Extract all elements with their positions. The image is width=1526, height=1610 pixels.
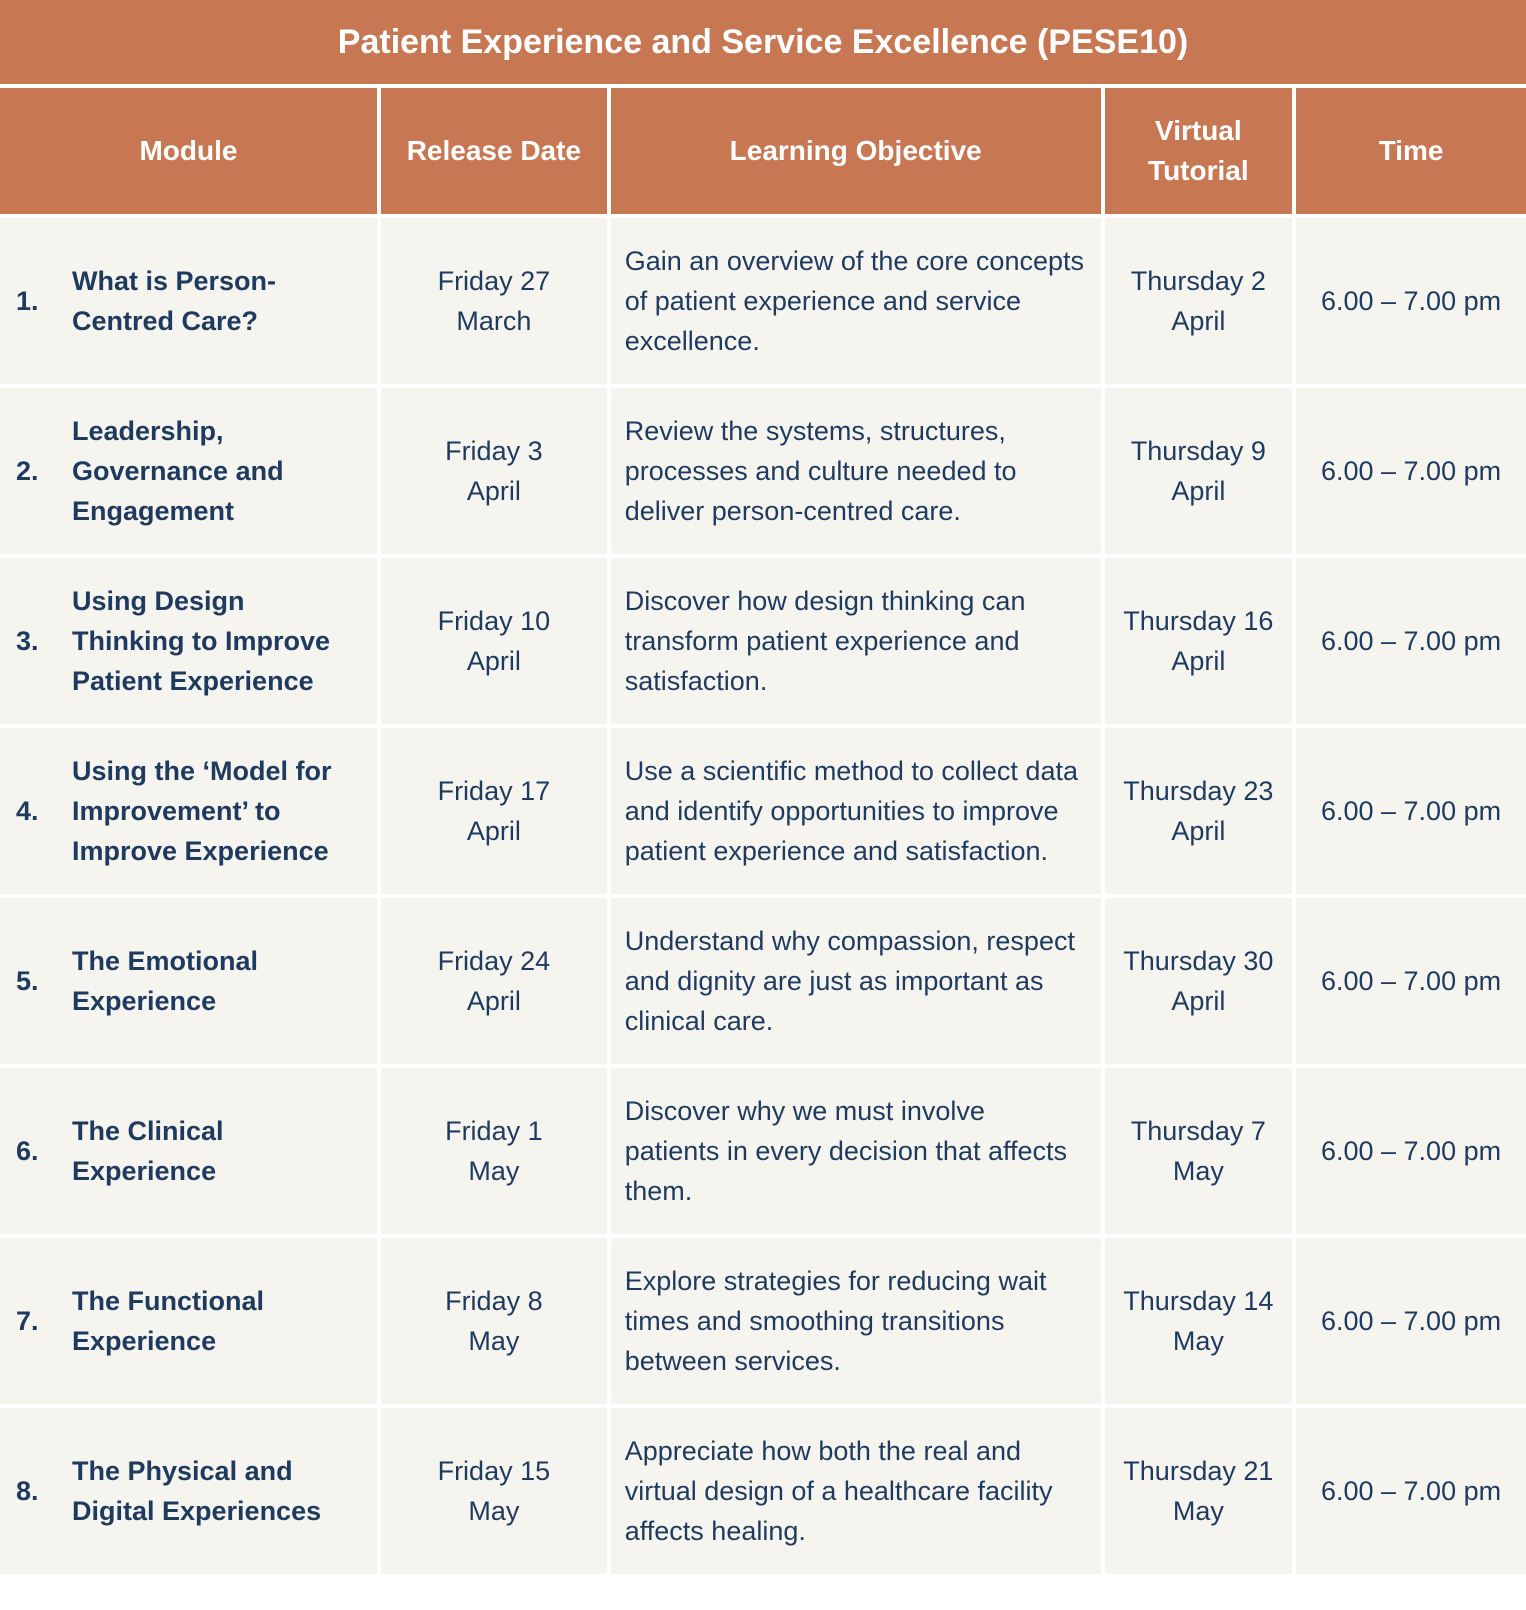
table-row	[0, 1238, 1526, 1404]
tutorial-day: Thursday 2	[1130, 266, 1266, 296]
release-date-day: Friday 8	[445, 1286, 543, 1316]
table-row	[0, 558, 1526, 724]
module-name: What is Person-Centred Care?	[72, 266, 277, 336]
module-name: The Physical and Digital Experiences	[72, 1456, 322, 1526]
tutorial-month: May	[1172, 1156, 1224, 1186]
tutorial-day: Thursday 30	[1123, 946, 1274, 976]
release-date-cell	[381, 1238, 607, 1404]
release-date-month: March	[456, 306, 532, 336]
release-date-day: Friday 3	[445, 436, 543, 466]
table-row	[0, 898, 1526, 1064]
module-name: Using the ‘Model for Improvement’ to Improve Experience	[72, 756, 332, 866]
tutorial-month: May	[1172, 1326, 1224, 1356]
time-cell: 6.00 – 7.00 pm	[1296, 218, 1526, 384]
module-name: Leadership, Governance and Engagement	[72, 416, 284, 526]
virtual-tutorial-cell	[1105, 1068, 1292, 1234]
tutorial-month: April	[1171, 986, 1226, 1016]
module-number: 1.	[16, 286, 39, 316]
module-cell	[0, 728, 377, 894]
time-cell: 6.00 – 7.00 pm	[1296, 558, 1526, 724]
release-date-month: April	[466, 986, 521, 1016]
module-number: 7.	[16, 1306, 39, 1336]
module-cell	[0, 1068, 377, 1234]
release-date-cell	[381, 558, 607, 724]
table-row	[0, 1408, 1526, 1574]
release-date-cell	[381, 1408, 607, 1574]
header-learning-objective: Learning Objective	[611, 88, 1101, 214]
release-date-month: May	[468, 1326, 520, 1356]
table-row	[0, 218, 1526, 384]
module-number: 8.	[16, 1476, 39, 1506]
module-number: 4.	[16, 796, 39, 826]
release-date-cell	[381, 1068, 607, 1234]
learning-objective-cell: Appreciate how both the real and virtual design of a healthcare facility affects healing.	[611, 1408, 1101, 1574]
module-number: 5.	[16, 966, 39, 996]
header-row	[0, 88, 1526, 214]
header-virtual-tutorial-line1: Virtual	[1155, 115, 1242, 146]
module-cell	[0, 388, 377, 554]
tutorial-month: April	[1171, 646, 1226, 676]
tutorial-day: Thursday 21	[1123, 1456, 1274, 1486]
learning-objective-cell: Discover how design thinking can transform patient experience and satisfaction.	[611, 558, 1101, 724]
learning-objective-cell: Explore strategies for reducing wait times and smoothing transitions between services.	[611, 1238, 1101, 1404]
header-module: Module	[0, 88, 377, 214]
release-date-cell	[381, 898, 607, 1064]
release-date-cell	[381, 728, 607, 894]
virtual-tutorial-cell	[1105, 558, 1292, 724]
release-date-cell	[381, 388, 607, 554]
tutorial-month: April	[1171, 816, 1226, 846]
learning-objective-cell: Use a scientific method to collect data and identify opportunities to improve patient experience and satisfaction.	[611, 728, 1101, 894]
release-date-day: Friday 10	[437, 606, 551, 636]
header-release-date: Release Date	[381, 88, 607, 214]
module-name: The Functional Experience	[72, 1286, 264, 1356]
time-cell: 6.00 – 7.00 pm	[1296, 1408, 1526, 1574]
module-cell	[0, 558, 377, 724]
module-name: Using Design Thinking to Improve Patient Experience	[72, 586, 331, 696]
module-name: The Clinical Experience	[72, 1116, 224, 1186]
time-cell: 6.00 – 7.00 pm	[1296, 728, 1526, 894]
release-date-month: April	[466, 646, 521, 676]
module-number: 6.	[16, 1136, 39, 1166]
virtual-tutorial-cell	[1105, 218, 1292, 384]
header-virtual-tutorial-line2: Tutorial	[1148, 155, 1249, 186]
module-cell	[0, 1238, 377, 1404]
tutorial-day: Thursday 16	[1123, 606, 1274, 636]
module-cell	[0, 1408, 377, 1574]
tutorial-day: Thursday 9	[1130, 436, 1266, 466]
release-date-cell	[381, 218, 607, 384]
time-cell: 6.00 – 7.00 pm	[1296, 1068, 1526, 1234]
release-date-month: April	[466, 476, 521, 506]
module-number: 2.	[16, 456, 39, 486]
release-date-day: Friday 24	[437, 946, 551, 976]
header-time: Time	[1296, 88, 1526, 214]
virtual-tutorial-cell	[1105, 1408, 1292, 1574]
tutorial-day: Thursday 7	[1130, 1116, 1266, 1146]
module-name: The Emotional Experience	[72, 946, 259, 1016]
time-cell: 6.00 – 7.00 pm	[1296, 898, 1526, 1064]
release-date-month: May	[468, 1496, 520, 1526]
release-date-month: May	[468, 1156, 520, 1186]
learning-objective-cell: Gain an overview of the core concepts of patient experience and service excellence.	[611, 218, 1101, 384]
release-date-day: Friday 15	[437, 1456, 551, 1486]
table-row	[0, 1068, 1526, 1234]
virtual-tutorial-cell	[1105, 1238, 1292, 1404]
table-title: Patient Experience and Service Excellence (PESE10)	[0, 0, 1526, 84]
tutorial-month: April	[1171, 476, 1226, 506]
virtual-tutorial-cell	[1105, 898, 1292, 1064]
release-date-day: Friday 17	[437, 776, 551, 806]
table-row	[0, 728, 1526, 894]
virtual-tutorial-cell	[1105, 388, 1292, 554]
time-cell: 6.00 – 7.00 pm	[1296, 388, 1526, 554]
learning-objective-cell: Understand why compassion, respect and dignity are just as important as clinical care.	[611, 898, 1101, 1064]
time-cell: 6.00 – 7.00 pm	[1296, 1238, 1526, 1404]
title-row	[0, 0, 1526, 84]
tutorial-day: Thursday 23	[1123, 776, 1274, 806]
learning-objective-cell: Discover why we must involve patients in every decision that affects them.	[611, 1068, 1101, 1234]
release-date-day: Friday 1	[445, 1116, 543, 1146]
release-date-day: Friday 27	[437, 266, 551, 296]
tutorial-month: May	[1172, 1496, 1224, 1526]
virtual-tutorial-cell	[1105, 728, 1292, 894]
module-cell	[0, 898, 377, 1064]
module-cell	[0, 218, 377, 384]
tutorial-day: Thursday 14	[1123, 1286, 1274, 1316]
release-date-month: April	[466, 816, 521, 846]
table-row	[0, 388, 1526, 554]
header-virtual-tutorial	[1105, 88, 1292, 214]
learning-objective-cell: Review the systems, structures, processes and culture needed to deliver person-centred care.	[611, 388, 1101, 554]
module-number: 3.	[16, 626, 39, 656]
tutorial-month: April	[1171, 306, 1226, 336]
